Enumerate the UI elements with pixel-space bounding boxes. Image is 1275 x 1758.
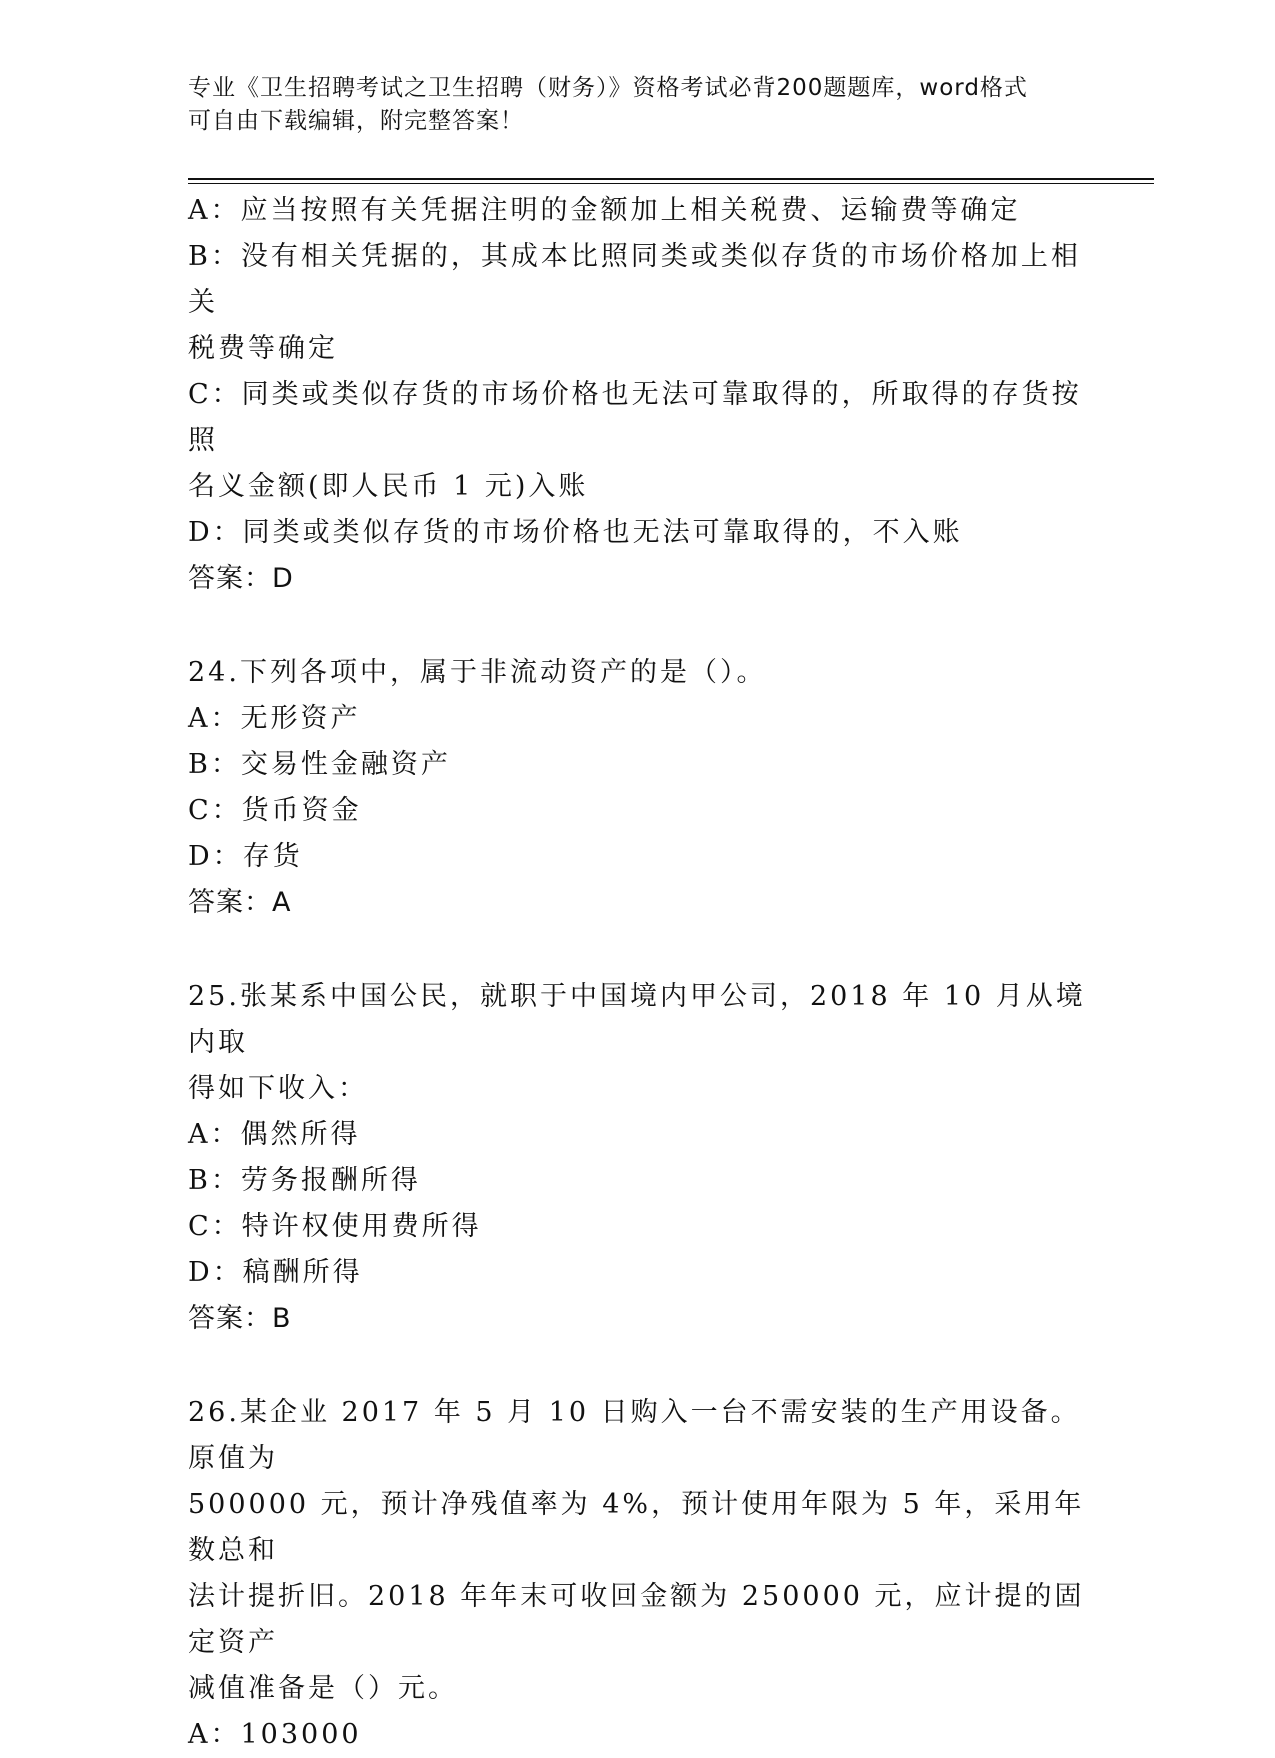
question-spacer [188,926,1088,974]
question-stem-line-1: 26.某企业 2017 年 5 月 10 日购入一台不需安装的生产用设备。原值为 [188,1397,1081,1474]
option-c: C：货币资金 [188,795,362,826]
answer: 答案：D [188,563,294,594]
question-spacer [188,1342,1088,1390]
option-c-line-2: 名义金额(即人民币 1 元)入账 [188,471,589,502]
question-list [188,188,1088,1758]
question-26 [188,1390,1088,1758]
header-line-1: 专业《卫生招聘考试之卫生招聘（财务）》资格考试必背200题题库，word格式 [188,75,1028,101]
option-d: D：同类或类似存货的市场价格也无法可靠取得的，不入账 [188,517,963,548]
header-divider-thick [188,178,1154,180]
question-stem-line-2: 500000 元，预计净残值率为 4%，预计使用年限为 5 年，采用年数总和 [188,1489,1085,1566]
option-b-line-1: B：没有相关凭据的，其成本比照同类或类似存货的市场价格加上相关 [188,241,1081,318]
option-d: D：存货 [188,841,303,872]
header-divider-thin [188,183,1154,184]
question-24 [188,650,1088,926]
option-a: A：无形资产 [188,703,361,734]
question-stem-line-4: 减值准备是（）元。 [188,1673,458,1704]
option-b-line-2: 税费等确定 [188,333,338,364]
question-stem-line-1: 25.张某系中国公民，就职于中国境内甲公司，2018 年 10 月从境内取 [188,981,1086,1058]
option-a: A：103000 [188,1719,362,1750]
question-stem-line-2: 得如下收入： [188,1073,368,1104]
option-b: B：劳务报酬所得 [188,1165,421,1196]
question-23 [188,188,1088,602]
question-25 [188,974,1088,1342]
option-b: B：交易性金融资产 [188,749,451,780]
header-line-2: 可自由下载编辑，附完整答案！ [188,108,524,134]
option-a: A：偶然所得 [188,1119,361,1150]
question-stem-line-3: 法计提折旧。2018 年年末可收回金额为 250000 元，应计提的固定资产 [188,1581,1085,1658]
option-c-line-1: C：同类或类似存货的市场价格也无法可靠取得的，所取得的存货按照 [188,379,1082,456]
question-stem: 24.下列各项中，属于非流动资产的是（）。 [188,657,767,688]
answer: 答案：A [188,887,292,918]
option-c: C：特许权使用费所得 [188,1211,482,1242]
option-a: A：应当按照有关凭据注明的金额加上相关税费、运输费等确定 [188,195,1021,226]
option-d: D：稿酬所得 [188,1257,363,1288]
answer: 答案：B [188,1303,292,1334]
document-header [188,72,1088,138]
question-spacer [188,602,1088,650]
